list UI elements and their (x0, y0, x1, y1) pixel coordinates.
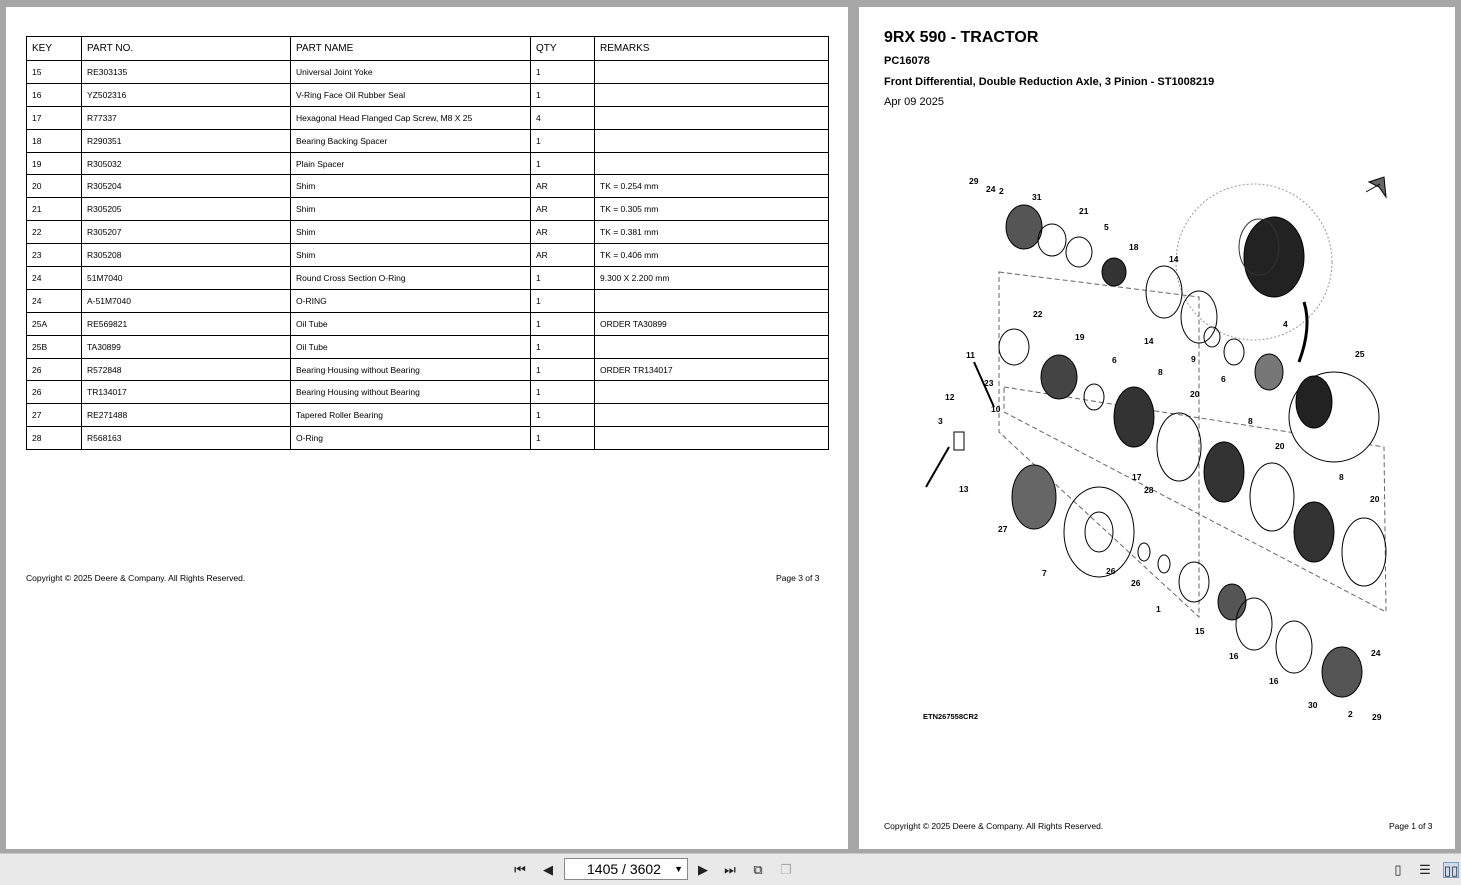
table-cell: R290351 (82, 129, 291, 152)
callout-label: 26 (1131, 578, 1141, 588)
table-cell: 1 (531, 61, 595, 84)
page-indicator: 1405 / 3602 (587, 861, 661, 877)
column-header: QTY (531, 37, 595, 61)
callout-label: 6 (1221, 374, 1226, 384)
callout-label: 24 (986, 184, 996, 194)
table-cell: Oil Tube (291, 335, 531, 358)
table-cell: 24 (27, 267, 82, 290)
table-cell (595, 427, 829, 450)
figure-id: ETN267558CR2 (923, 712, 979, 721)
callout-label: 14 (1144, 336, 1154, 346)
table-cell: Oil Tube (291, 312, 531, 335)
table-cell: R568163 (82, 427, 291, 450)
callout-label: 14 (1169, 254, 1179, 264)
right-page-number: Page 1 of 3 (1389, 821, 1433, 831)
table-row (27, 83, 829, 106)
table-cell: 18 (27, 129, 82, 152)
table-cell: Bearing Housing without Bearing (291, 381, 531, 404)
table-row (27, 335, 829, 358)
column-header: PART NO. (82, 37, 291, 61)
table-cell: A-51M7040 (82, 289, 291, 312)
next-page-icon[interactable]: ▶ (698, 862, 708, 877)
right-copyright: Copyright © 2025 Deere & Company. All Rights Reserved. (884, 821, 1104, 831)
column-header: REMARKS (595, 37, 829, 61)
table-row (27, 358, 829, 381)
rotate-icon[interactable]: ⧉ (753, 862, 763, 877)
table-cell: Shim (291, 175, 531, 198)
callout-label: 16 (1229, 651, 1239, 661)
table-cell: 1 (531, 267, 595, 290)
callout-label: 11 (966, 350, 975, 360)
table-cell: 1 (531, 358, 595, 381)
table-row (27, 61, 829, 84)
table-cell: V-Ring Face Oil Rubber Seal (291, 83, 531, 106)
callout-label: 20 (1190, 389, 1200, 399)
parts-table (26, 36, 829, 450)
table-row (27, 381, 829, 404)
callout-label: 15 (1195, 626, 1205, 636)
callout-label: 8 (1248, 416, 1253, 426)
table-cell: 1 (531, 312, 595, 335)
table-cell: 9.300 X 2.200 mm (595, 267, 829, 290)
table-cell: Round Cross Section O-Ring (291, 267, 531, 290)
callout-label: 29 (969, 176, 979, 186)
table-cell: RE303135 (82, 61, 291, 84)
table-cell: AR (531, 244, 595, 267)
left-copyright: Copyright © 2025 Deere & Company. All Rights Reserved. (26, 573, 246, 583)
callout-label: 31 (1032, 192, 1042, 202)
table-row (27, 289, 829, 312)
two-page-icon[interactable]: ▯▯ (1444, 863, 1459, 878)
table-cell: 21 (27, 198, 82, 221)
table-cell: TK = 0.381 mm (595, 221, 829, 244)
table-cell: Bearing Backing Spacer (291, 129, 531, 152)
table-row (27, 152, 829, 175)
table-cell: 1 (531, 152, 595, 175)
table-row (27, 404, 829, 427)
table-row (27, 129, 829, 152)
callout-label: 6 (1112, 355, 1117, 365)
table-cell: Universal Joint Yoke (291, 61, 531, 84)
table-row (27, 427, 829, 450)
table-row (27, 312, 829, 335)
callout-label: 23 (984, 378, 994, 388)
table-cell: 17 (27, 106, 82, 129)
callout-label: 17 (1132, 472, 1142, 482)
table-cell: Shim (291, 244, 531, 267)
callout-label: 4 (1283, 319, 1288, 329)
callout-label: 20 (1370, 494, 1380, 504)
table-cell: 1 (531, 129, 595, 152)
callout-label: 2 (999, 186, 1004, 196)
left-page-number: Page 3 of 3 (776, 573, 820, 583)
right-page (859, 7, 1455, 849)
document-date: Apr 09 2025 (884, 96, 944, 108)
table-cell: 1 (531, 83, 595, 106)
direction-arrow (1366, 177, 1386, 197)
table-cell: 25B (27, 335, 82, 358)
callout-label: 12 (945, 392, 955, 402)
table-cell: TK = 0.305 mm (595, 198, 829, 221)
table-cell: 27 (27, 404, 82, 427)
callout-label: 20 (1275, 441, 1285, 451)
table-row (27, 221, 829, 244)
table-cell: Bearing Housing without Bearing (291, 358, 531, 381)
table-cell (595, 289, 829, 312)
table-cell: 4 (531, 106, 595, 129)
last-page-icon[interactable]: ⏭ (724, 862, 736, 877)
table-cell: 1 (531, 404, 595, 427)
callout-label: 16 (1269, 676, 1279, 686)
callout-label: 2 (1348, 709, 1353, 719)
column-header: KEY (27, 37, 82, 61)
table-cell: 1 (531, 289, 595, 312)
table-cell (595, 106, 829, 129)
table-row (27, 244, 829, 267)
table-cell: 23 (27, 244, 82, 267)
table-cell: 15 (27, 61, 82, 84)
callout-label: 28 (1144, 485, 1154, 495)
dashed-frame-upper (999, 272, 1199, 617)
table-cell: 1 (531, 381, 595, 404)
table-cell: 28 (27, 427, 82, 450)
callout-label: 19 (1075, 332, 1085, 342)
left-page (6, 7, 848, 849)
table-cell (595, 404, 829, 427)
callout-label: 18 (1129, 242, 1139, 252)
continuous-icon[interactable]: ☰ (1419, 862, 1431, 877)
table-cell: 16 (27, 83, 82, 106)
table-cell: RE569821 (82, 312, 291, 335)
callout-label: 27 (998, 524, 1008, 534)
table-cell: ORDER TR134017 (595, 358, 829, 381)
table-cell: 1 (531, 335, 595, 358)
callout-label: 8 (1158, 367, 1163, 377)
table-cell: Plain Spacer (291, 152, 531, 175)
table-cell: R305207 (82, 221, 291, 244)
table-cell: O-Ring (291, 427, 531, 450)
table-cell: R305032 (82, 152, 291, 175)
table-cell: Shim (291, 198, 531, 221)
table-row (27, 106, 829, 129)
prev-page-icon[interactable]: ◀ (543, 862, 553, 877)
document-subtitle: Front Differential, Double Reduction Axle, 3 Pinion - ST1008219 (884, 76, 1215, 88)
callout-label: 10 (991, 404, 1001, 414)
callout-label: 26 (1106, 566, 1116, 576)
first-page-icon[interactable]: ⏮ (514, 862, 526, 877)
table-cell: 1 (531, 427, 595, 450)
table-cell: Shim (291, 221, 531, 244)
document-code: PC16078 (884, 55, 930, 67)
table-cell (595, 61, 829, 84)
table-cell: 22 (27, 221, 82, 244)
table-cell: AR (531, 221, 595, 244)
table-cell: RE271488 (82, 404, 291, 427)
callout-label: 29 (1372, 712, 1382, 722)
copy-icon[interactable]: ❐ (780, 862, 792, 877)
document-title: 9RX 590 - TRACTOR (884, 29, 1039, 46)
table-cell: R305208 (82, 244, 291, 267)
callout-label: 8 (1339, 472, 1344, 482)
table-cell (595, 152, 829, 175)
column-header: PART NAME (291, 37, 531, 61)
callout-label: 5 (1104, 222, 1109, 232)
table-cell: R305204 (82, 175, 291, 198)
table-cell: TA30899 (82, 335, 291, 358)
callout-label: 7 (1042, 568, 1047, 578)
assembly-arrow (1299, 302, 1307, 362)
table-cell: 26 (27, 358, 82, 381)
table-cell: TR134017 (82, 381, 291, 404)
table-cell: AR (531, 198, 595, 221)
table-cell: TK = 0.406 mm (595, 244, 829, 267)
table-cell: 51M7040 (82, 267, 291, 290)
table-cell: 25A (27, 312, 82, 335)
table-cell: R305205 (82, 198, 291, 221)
table-cell (595, 381, 829, 404)
table-cell: R77337 (82, 106, 291, 129)
table-cell (595, 129, 829, 152)
callout-label: 30 (1308, 700, 1318, 710)
table-row (27, 198, 829, 221)
table-cell: AR (531, 175, 595, 198)
single-page-icon[interactable]: ▯ (1394, 862, 1402, 877)
table-header-row (27, 37, 829, 61)
callout-label: 22 (1033, 309, 1043, 319)
callout-label: 13 (959, 484, 969, 494)
viewer-toolbar (0, 853, 1461, 885)
table-body (27, 61, 829, 450)
callout-label: 1 (1156, 604, 1161, 614)
table-cell: 19 (27, 152, 82, 175)
table-cell: 24 (27, 289, 82, 312)
table-cell: Tapered Roller Bearing (291, 404, 531, 427)
table-cell (595, 335, 829, 358)
table-cell: R572848 (82, 358, 291, 381)
table-cell: TK = 0.254 mm (595, 175, 829, 198)
table-cell (595, 83, 829, 106)
callout-label: 21 (1079, 206, 1089, 216)
table-cell: ORDER TA30899 (595, 312, 829, 335)
table-cell: YZ502316 (82, 83, 291, 106)
callout-label: 24 (1371, 648, 1381, 658)
table-cell: Hexagonal Head Flanged Cap Screw, M8 X 25 (291, 106, 531, 129)
chevron-down-icon[interactable]: ▼ (674, 864, 683, 874)
page-number-input[interactable] (564, 858, 688, 880)
table-cell: 20 (27, 175, 82, 198)
table-row (27, 175, 829, 198)
callout-label: 3 (938, 416, 943, 426)
callout-label: 9 (1191, 354, 1196, 364)
table-cell: 26 (27, 381, 82, 404)
table-row (27, 267, 829, 290)
table-cell: O-RING (291, 289, 531, 312)
callout-label: 25 (1355, 349, 1365, 359)
exploded-diagram (914, 162, 1404, 722)
